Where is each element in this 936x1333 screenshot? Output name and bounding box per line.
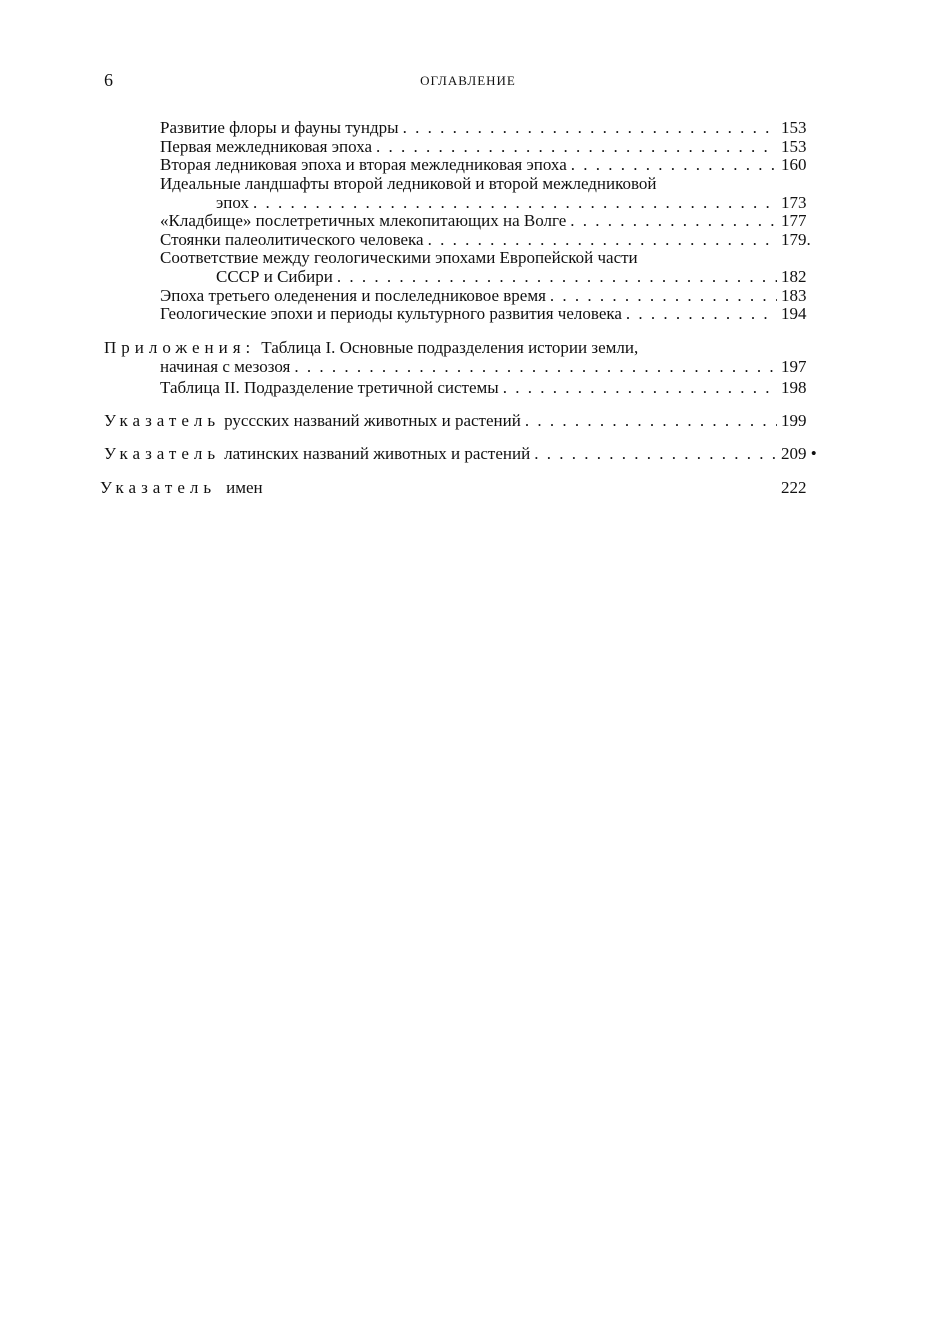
toc-entry-title: «Кладбище» послетретичных млекопитающих на Волге [160, 211, 567, 230]
toc-entry [160, 137, 825, 156]
toc-entry [160, 248, 825, 286]
toc-entry-page: 209 • [781, 444, 817, 463]
toc-entry-page: 173 [781, 193, 807, 212]
dot-leader [570, 211, 777, 230]
dot-leader [503, 378, 777, 397]
dot-leader [626, 304, 777, 323]
toc-entry [160, 118, 825, 137]
toc-entry-title: Стоянки палеолитического человека [160, 230, 424, 249]
toc-entry-title: Идеальные ландшафты второй ледниковой и второй межледниковой [160, 174, 657, 193]
dot-leader [571, 155, 777, 174]
toc-entry [160, 230, 825, 249]
toc-entry-page: 182 [781, 267, 807, 286]
toc-entry [160, 304, 825, 323]
dot-leader [294, 357, 777, 376]
toc-entry-page: 198 [781, 378, 807, 397]
toc-entry-page: 153 [781, 137, 807, 156]
index-label: Указатель [104, 444, 221, 463]
page-number: 6 [104, 70, 113, 90]
toc-entry-page: 194 [781, 304, 807, 323]
toc-entry-page: 197 [781, 357, 807, 376]
dot-leader [428, 230, 777, 249]
toc-entry-page: 179. [781, 230, 811, 249]
toc-index-russian [104, 411, 825, 430]
toc-entry-title-continued: эпох [216, 193, 249, 212]
toc-entry [160, 174, 825, 212]
toc-entry-title: Соответствие между геологическими эпохами Европейской части [160, 248, 638, 267]
toc-entry-title-continued: СССР и Сибири [216, 267, 333, 286]
toc-appendix [104, 338, 825, 376]
dot-leader [525, 411, 777, 430]
dot-leader [534, 444, 777, 463]
dot-leader [337, 267, 777, 286]
toc-appendix-table2 [160, 378, 825, 397]
index-label: Указатель [100, 478, 217, 497]
toc-entry-page: 222 [781, 478, 807, 497]
index-title: латинских названий животных и растений [224, 444, 531, 463]
index-title: имен [226, 478, 263, 497]
toc-entry-page: 153 [781, 118, 807, 137]
index-label: Указатель [104, 411, 221, 430]
toc-entry-page: 160 [781, 155, 807, 174]
appendix-table1-title-continued: начиная с мезозоя [160, 357, 291, 376]
dot-leader [550, 286, 777, 305]
toc-entry [160, 155, 825, 174]
toc-entry-page: 183 [781, 286, 807, 305]
toc-entry-page: 177 [781, 211, 807, 230]
dot-leader [376, 137, 777, 156]
running-head: ОГЛАВЛЕНИЕ [420, 73, 516, 88]
toc-entry-page: 199 [781, 411, 807, 430]
toc-entry-title: Вторая ледниковая эпоха и вторая межледниковая эпоха [160, 155, 567, 174]
toc-index-names [100, 478, 825, 497]
toc-entry-title: Первая межледниковая эпоха [160, 137, 373, 156]
appendix-label: Приложения: [104, 338, 256, 357]
appendix-table1-title: Таблица I. Основные подразделения истории земли, [261, 338, 639, 357]
dot-leader [253, 193, 777, 212]
toc-entry [160, 211, 825, 230]
index-title: русcских названий животных и растений [224, 411, 521, 430]
toc-entry [160, 286, 825, 305]
toc-index-latin [104, 444, 839, 463]
dot-leader [403, 118, 777, 137]
appendix-table2-title: Таблица II. Подразделение третичной системы [160, 378, 499, 397]
toc-entry-title: Развитие флоры и фауны тундры [160, 118, 399, 137]
toc-entry-title: Геологические эпохи и периоды культурного развития человека [160, 304, 622, 323]
toc-entry-title: Эпоха третьего оледенения и послеледниковое время [160, 286, 546, 305]
